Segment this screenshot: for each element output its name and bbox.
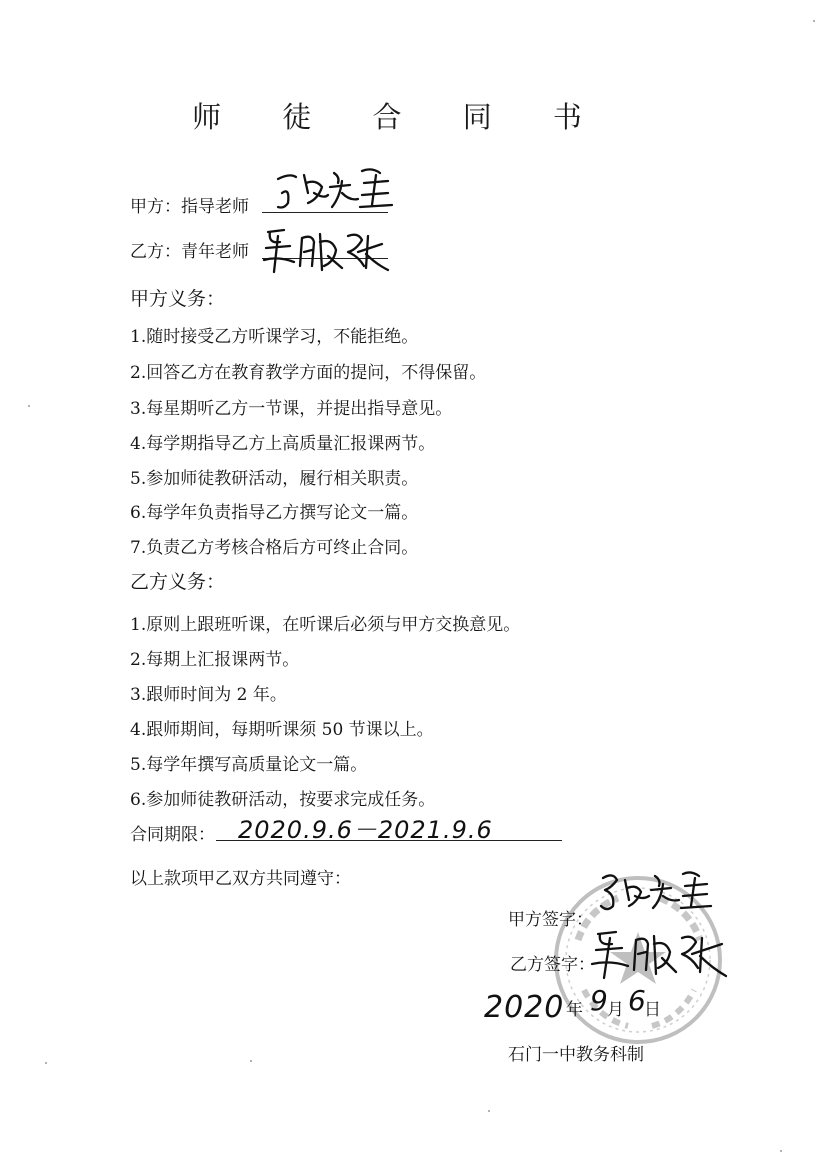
- party-a-duty-item: 1.随时接受乙方听课学习，不能拒绝。: [130, 327, 419, 347]
- party-a-sign-signature: [595, 866, 715, 921]
- scan-speck: [780, 1150, 782, 1152]
- document-title: 师 徒 合 同 书: [192, 100, 608, 134]
- party-b-duty-item: 2.每期上汇报课两节。: [130, 650, 300, 670]
- issuer-footer: 石门一中教务科制: [508, 1045, 644, 1065]
- scan-speck: [250, 1060, 252, 1062]
- contract-term-label: 合同期限：: [130, 825, 215, 845]
- party-b-sign-signature: [582, 920, 732, 990]
- party-b-duty-item: 1.原则上跟班听课，在听课后必须与甲方交换意见。: [130, 615, 521, 635]
- contract-term-handwritten: 2020.9.6－2021.9.6: [238, 816, 493, 844]
- date-year-unit: 年: [566, 1000, 583, 1020]
- party-b-duty-item: 6.参加师徒教研活动，按要求完成任务。: [130, 790, 436, 810]
- date-day-handwritten: 6: [628, 984, 647, 1017]
- party-b-duty-item: 3.跟师时间为 2 年。: [130, 685, 287, 705]
- party-b-duty-item: 4.跟师期间，每期听课须 50 节课以上。: [130, 720, 434, 740]
- party-a-sign-label: 甲方签字：: [508, 910, 593, 930]
- scan-speck: [45, 1062, 47, 1064]
- party-b-sign-label: 乙方签字：: [510, 955, 595, 975]
- scan-speck: [813, 20, 815, 22]
- party-a-duties-heading: 甲方义务：: [130, 288, 226, 310]
- date-month-handwritten: 9: [590, 984, 609, 1017]
- party-a-duty-item: 4.每学期指导乙方上高质量汇报课两节。: [130, 434, 436, 454]
- scan-speck: [488, 1110, 490, 1112]
- party-a-duty-item: 3.每星期听乙方一节课，并提出指导意见。: [130, 399, 453, 419]
- party-a-duty-item: 6.每学年负责指导乙方撰写论文一篇。: [130, 503, 419, 523]
- party-a-label: 甲方：指导老师: [130, 197, 249, 217]
- party-a-duty-item: 2.回答乙方在教育教学方面的提问，不得保留。: [130, 363, 487, 383]
- party-a-handwritten-signature: [268, 163, 398, 218]
- scan-speck: [28, 405, 30, 407]
- party-b-duty-item: 5.每学年撰写高质量论文一篇。: [130, 755, 368, 775]
- closing-statement: 以上款项甲乙双方共同遵守：: [130, 869, 351, 889]
- party-b-duties-heading: 乙方义务：: [130, 571, 226, 593]
- date-day-unit: 日: [644, 1000, 661, 1020]
- party-a-duty-item: 5.参加师徒教研活动，履行相关职责。: [130, 469, 419, 489]
- party-b-label: 乙方：青年老师: [130, 242, 249, 262]
- date-year-handwritten: 2020: [484, 990, 565, 1025]
- date-month-unit: 月: [607, 1000, 624, 1020]
- party-b-handwritten-signature: [250, 222, 400, 282]
- party-a-duty-item: 7.负责乙方考核合格后方可终止合同。: [130, 538, 419, 558]
